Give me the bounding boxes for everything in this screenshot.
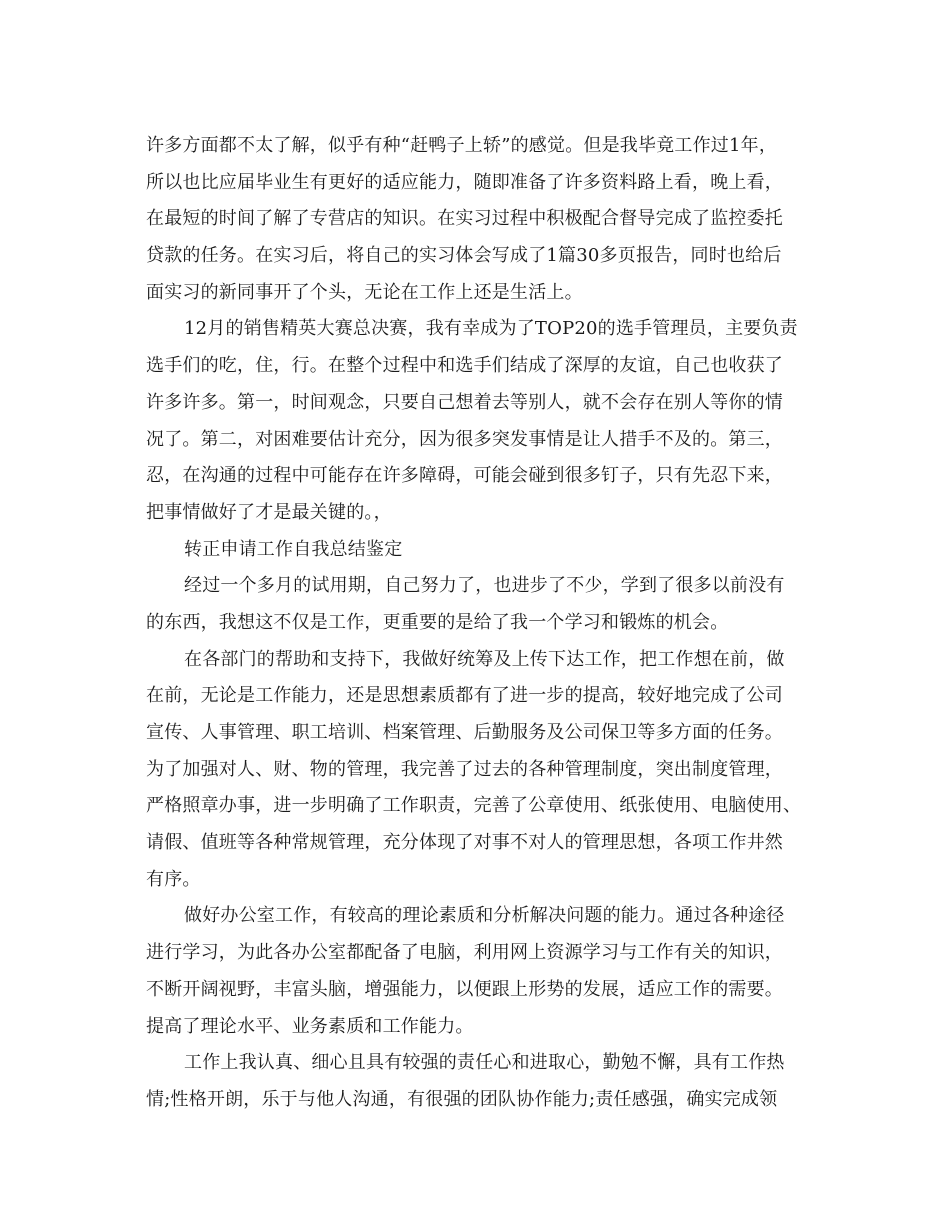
document-body bbox=[146, 128, 826, 1119]
text-line: 在前，无论是工作能力，还是思想素质都有了进一步的提高，较好地完成了公司 bbox=[146, 685, 783, 707]
text-line: 的东西，我想这不仅是工作，更重要的是给了我一个学习和锻炼的机会。 bbox=[146, 611, 729, 633]
text-line: 在最短的时间了解了专营店的知识。在实习过程中积极配合督导完成了监控委托 bbox=[146, 208, 783, 230]
text-line: 情;性格开朗，乐于与他人沟通，有很强的团队协作能力;责任感强，确实完成领 bbox=[146, 1088, 778, 1110]
text-line: 忍，在沟通的过程中可能存在许多障碍，可能会碰到很多钉子，只有先忍下来， bbox=[146, 465, 783, 487]
text-line: 请假、值班等各种常规管理，充分体现了对事不对人的管理思想，各项工作井然 bbox=[146, 832, 783, 854]
text-line: 选手们的吃，住，行。在整个过程中和选手们结成了深厚的友谊，自己也收获了 bbox=[146, 355, 783, 377]
text-line: 宣传、人事管理、职工培训、档案管理、后勤服务及公司保卫等多方面的任务。 bbox=[146, 722, 783, 743]
text-line: 把事情做好了才是最关键的。， bbox=[146, 501, 392, 523]
text-line: 许多许多。第一，时间观念，只要自己想着去等别人，就不会存在别人等你的情 bbox=[146, 391, 783, 413]
paragraph-first-line: 经过一个多月的试用期，自己努力了，也进步了不少，学到了很多以前没有 bbox=[184, 575, 785, 597]
text-line: 面实习的新同事开了个头，无论在工作上还是生活上。 bbox=[146, 281, 583, 303]
text-line: 不断开阔视野，丰富头脑，增强能力，以便跟上形势的发展，适应工作的需要。 bbox=[146, 978, 783, 1000]
paragraph-first-line: 工作上我认真、细心且具有较强的责任心和进取心，勤勉不懈，具有工作热 bbox=[184, 1052, 785, 1074]
text-line: 所以也比应届毕业生有更好的适应能力，随即准备了许多资料路上看，晚上看， bbox=[146, 171, 783, 193]
paragraph-first-line: 12月的销售精英大赛总决赛，我有幸成为了TOP20的选手管理员，主要负责 bbox=[184, 318, 798, 340]
paragraph-first-line: 做好办公室工作，有较高的理论素质和分析解决问题的能力。通过各种途径 bbox=[184, 905, 785, 927]
text-line: 进行学习，为此各办公室都配备了电脑，利用网上资源学习与工作有关的知识， bbox=[146, 942, 783, 964]
text-line: 提高了理论水平、业务素质和工作能力。 bbox=[146, 1015, 474, 1037]
paragraph-first-line: 在各部门的帮助和支持下，我做好统筹及上传下达工作，把工作想在前，做 bbox=[184, 648, 785, 670]
paragraph-first-line: 转正申请工作自我总结鉴定 bbox=[184, 538, 403, 560]
text-line: 况了。第二，对困难要估计充分，因为很多突发事情是让人措手不及的。第三， bbox=[146, 428, 783, 450]
text-line: 为了加强对人、财、物的管理，我完善了过去的各种管理制度，突出制度管理， bbox=[146, 758, 783, 780]
text-line: 许多方面都不太了解，似乎有种“赶鸭子上轿”的感觉。但是我毕竟工作过1年， bbox=[146, 135, 778, 156]
text-line: 严格照章办事，进一步明确了工作职责，完善了公章使用、纸张使用、电脑使用、 bbox=[146, 795, 802, 817]
text-line: 贷款的任务。在实习后，将自己的实习体会写成了1篇30多页报告，同时也给后 bbox=[146, 245, 782, 267]
text-line: 有序。 bbox=[146, 868, 201, 890]
